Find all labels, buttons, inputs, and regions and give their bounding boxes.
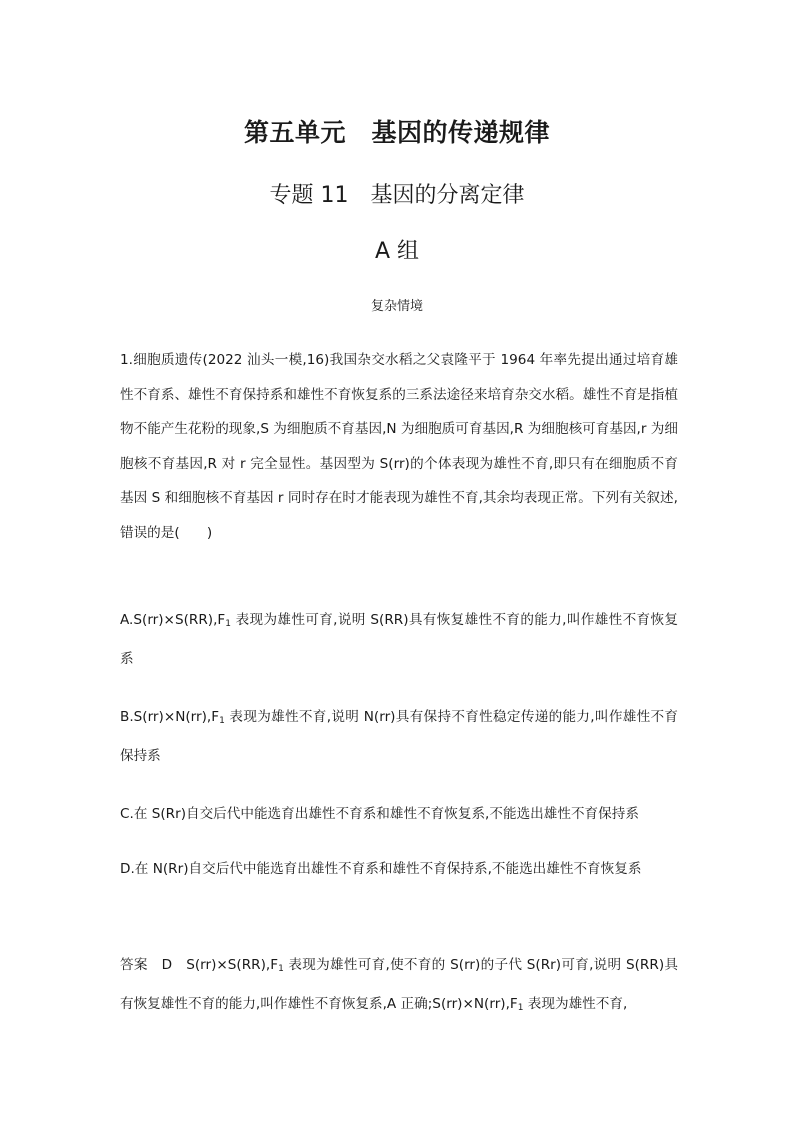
option-a	[120, 603, 678, 676]
option-b-text-1: B.S(rr)×N(rr),F	[120, 709, 220, 725]
option-d: D.在 N(Rr)自交后代中能选育出雄性不育系和雄性不育保持系,不能选出雄性不育恢复系	[120, 861, 642, 877]
group-title: A 组	[374, 239, 420, 264]
option-b	[120, 700, 678, 773]
answer-explanation	[120, 948, 678, 1025]
topic-title: 专题 11 基因的分离定律	[269, 183, 525, 208]
answer-subscript-2: 1	[517, 1002, 524, 1013]
option-b-subscript: 1	[219, 716, 225, 726]
option-a-text-2: 表现为雄性可育,说明 S(RR)具有恢复雄性不育的能力,叫作雄性不育恢复系	[120, 612, 678, 667]
option-a-subscript: 1	[225, 619, 231, 629]
answer-subscript-1: 1	[278, 964, 284, 974]
answer-text-3: 表现为雄性不育,	[523, 995, 628, 1012]
option-a-text-1: A.S(rr)×S(RR),F	[120, 612, 226, 628]
option-c: C.在 S(Rr)自交后代中能选育出雄性不育系和雄性不育恢复系,不能选出雄性不育保持系	[120, 806, 639, 822]
question-stem: 1.细胞质遗传(2022 汕头一模,16)我国杂交水稻之父袁隆平于 1964 年率先提出通过培育雄性不育系、雄性不育保持系和雄性不育恢复系的三系法途径来培育杂交水稻。雄性不育是指植物不能产生花粉的现象,S 为细胞质不育基因,N 为细胞质可育基因,R 为细胞核可育基因,r 为细胞核不育基因,R 对 r 完全显性。基因型为 S(rr)的个体表现为雄性不育,即只有在细胞质不育基因 S 和细胞核不育基因 r 同时存在时才能表现为雄性不育,其余均表现正常。下列有关叙述,错误的是( )	[120, 352, 678, 541]
section-label: 复杂情境	[370, 299, 423, 314]
option-b-text-2: 表现为雄性不育,说明 N(rr)具有保持不育性稳定传递的能力,叫作雄性不育保持系	[120, 709, 678, 764]
answer-text-1: 答案 D S(rr)×S(RR),F	[120, 957, 279, 973]
unit-title: 第五单元 基因的传递规律	[243, 118, 550, 147]
answer-text-2: 表现为雄性可育,使不育的 S(rr)的子代 S(Rr)可育,说明 S(RR)具有恢复雄性不育的能力,叫作雄性不育恢复系,A 正确;S(rr)×N(rr),F	[120, 957, 678, 1012]
